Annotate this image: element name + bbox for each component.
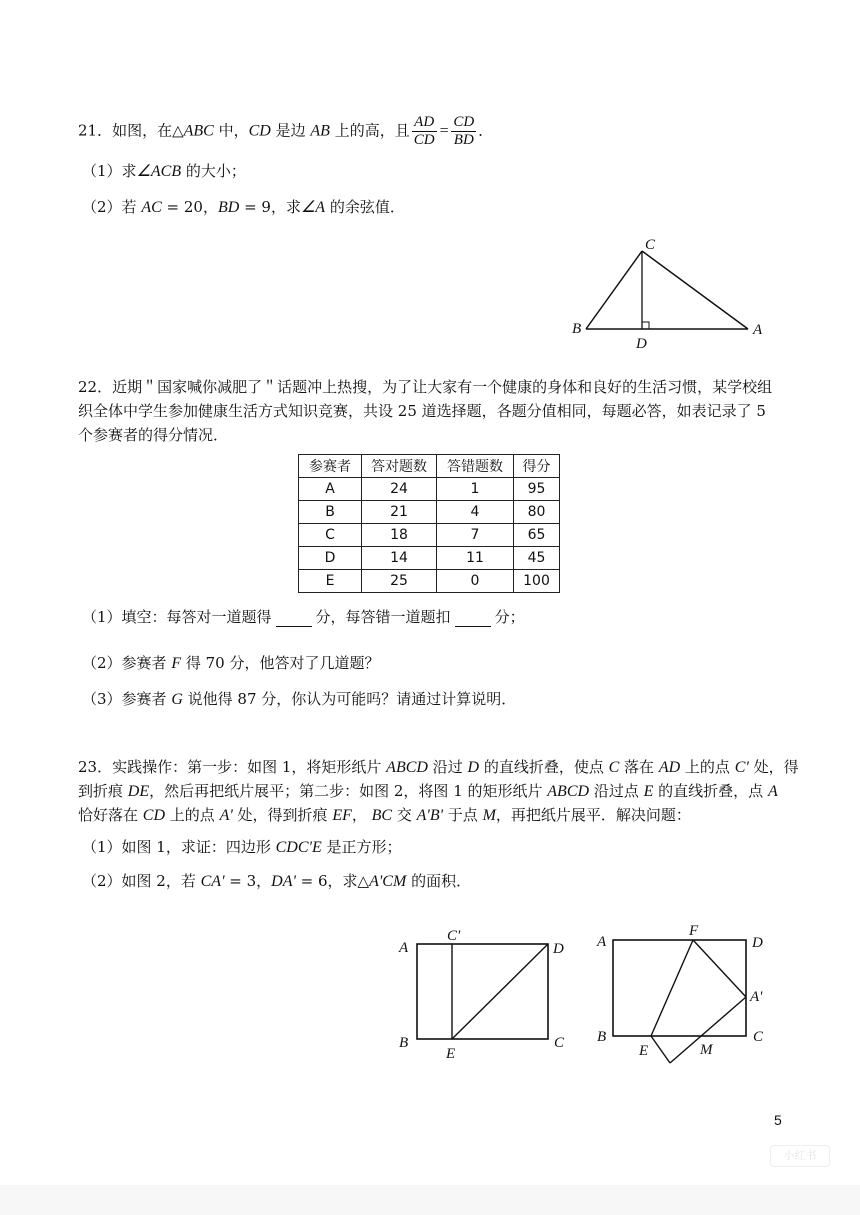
q21-part2: （2）若 AC = 20，BD = 9，求∠A 的余弦值． <box>82 198 405 216</box>
label-d: D <box>636 336 647 352</box>
label-e: E <box>446 1046 456 1062</box>
label-b: B <box>572 321 582 337</box>
table-header-row: 参赛者 答对题数 答错题数 得分 <box>299 455 560 478</box>
fraction-cd-bd: $\frac{CD}{BD}$ <box>453 114 475 148</box>
label-c: C <box>753 1029 764 1045</box>
segment-ca <box>642 251 748 329</box>
crease-ef <box>651 940 693 1036</box>
table-row: D 14 11 45 <box>299 547 560 570</box>
label-c-prime: C' <box>447 928 461 944</box>
q23-stem-line3: 恰好落在 CD 上的点 A' 处，得到折痕 EF， BC 交 A'B' 于点 M，再把纸片展平．解决问题： <box>78 806 691 824</box>
label-a-prime: A' <box>750 989 763 1005</box>
label-m: M <box>700 1042 713 1058</box>
score-table <box>298 454 560 593</box>
rectangle-abcd <box>417 944 548 1039</box>
rectangle-fold-figure-1 <box>395 925 575 1065</box>
table-row: E 25 0 100 <box>299 570 560 593</box>
rectangle-fold-figure-2 <box>593 920 783 1070</box>
segment-f-a-prime <box>693 940 746 997</box>
q22-stem-line3: 个参赛者的得分情况． <box>78 426 229 444</box>
label-b: B <box>399 1035 409 1051</box>
watermark-logo: 小红书 <box>770 1145 830 1167</box>
label-c: C <box>554 1035 565 1051</box>
answer-blank[interactable] <box>276 610 312 627</box>
label-a: A <box>399 940 409 956</box>
right-angle-mark <box>642 322 649 329</box>
page-number: 5 <box>774 1112 782 1128</box>
q23-part1: （1）如图 1，求证：四边形 CDC'E 是正方形； <box>82 838 402 856</box>
label-a: A <box>753 322 763 338</box>
label-a: A <box>597 934 607 950</box>
fraction-ad-cd: $\frac{AD}{CD}$ <box>413 114 435 148</box>
q22-stem-line2: 织全体中学生参加健康生活方式知识竞赛，共设 25 道选择题，各题分值相同，每题必答，如表记录了 5 <box>78 402 766 420</box>
table-row: C 18 7 65 <box>299 524 560 547</box>
q22-part2: （2）参赛者 F 得 70 分，他答对了几道题？ <box>82 654 380 672</box>
answer-blank[interactable] <box>455 610 491 627</box>
q22-part3: （3）参赛者 G 说他得 87 分，你认为可能吗？请通过计算说明． <box>82 690 517 708</box>
label-d: D <box>752 935 763 951</box>
triangle-figure <box>560 232 780 352</box>
rectangle-abcd <box>613 940 746 1036</box>
bottom-strip <box>0 1185 860 1215</box>
table-row: A 24 1 95 <box>299 478 560 501</box>
label-f: F <box>689 923 699 939</box>
q21-part1: （1）求∠ACB 的大小； <box>82 162 246 180</box>
q23-part2: （2）如图 2，若 CA' = 3，DA' = 6，求△A'CM 的面积． <box>82 872 472 890</box>
q22-stem-line1: 22．近期＂国家喊你减肥了＂话题冲上热搜，为了让大家有一个健康的身体和良好的生活习惯，某学校组 <box>78 378 773 396</box>
label-b: B <box>597 1029 607 1045</box>
q22-part1: （1）填空：每答对一道题得 分，每答错一道题扣 分； <box>82 608 525 626</box>
label-c: C <box>645 237 656 253</box>
q23-stem-line2: 到折痕 DE，然后再把纸片展平；第二步：如图 2，将图 1 的矩形纸片 ABCD 沿过点 E 的直线折叠，点 A <box>78 782 778 800</box>
segment-e-b-prime <box>651 1036 670 1063</box>
q23-stem-line1: 23．实践操作：第一步：如图 1，将矩形纸片 ABCD 沿过 D 的直线折叠，使点 C 落在 AD 上的点 C' 处，得 <box>78 758 799 776</box>
q21-stem: 21．如图，在△ABC 中，CD 是边 AB 上的高，且 $\frac{AD}{CD}$ = $\frac{CD}{BD}$ ． <box>78 114 494 148</box>
crease-de <box>452 944 548 1039</box>
label-e: E <box>639 1043 649 1059</box>
segment-bc <box>586 251 642 329</box>
table-row: B 21 4 80 <box>299 501 560 524</box>
label-d: D <box>553 941 564 957</box>
